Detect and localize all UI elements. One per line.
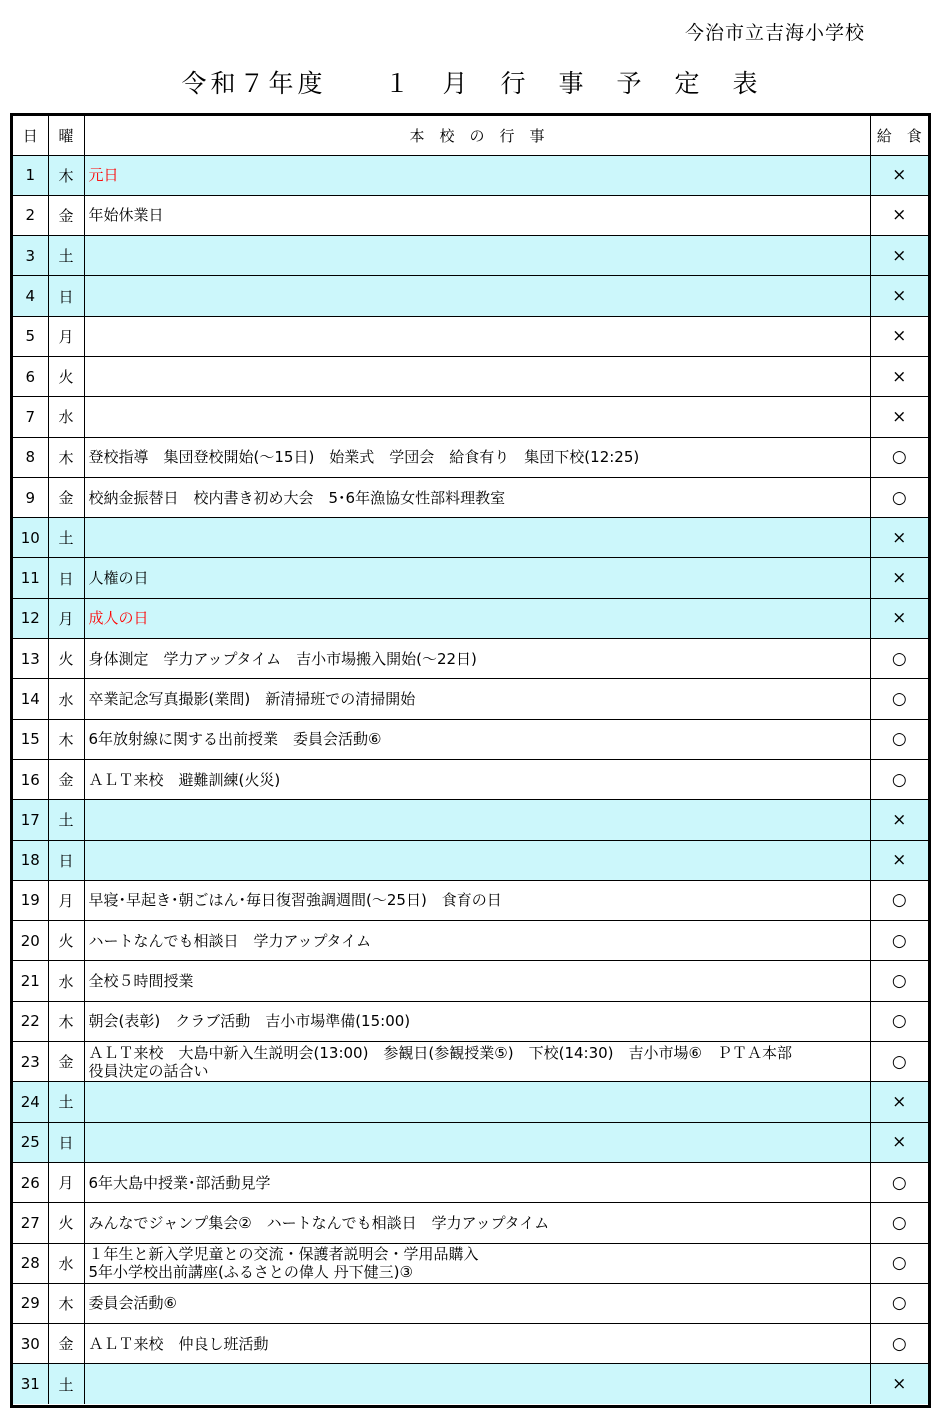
- events-cell: [84, 679, 870, 719]
- table-row: [13, 1283, 928, 1323]
- lunch-cell: ×: [870, 1082, 928, 1122]
- weekday-cell: 水: [48, 1243, 84, 1283]
- lunch-cell: ×: [870, 195, 928, 235]
- table-row: [13, 155, 928, 195]
- lunch-cell: ○: [870, 719, 928, 759]
- day-cell: 9: [13, 477, 48, 517]
- day-cell: 29: [13, 1283, 48, 1323]
- lunch-cell: ×: [870, 840, 928, 880]
- day-cell: 13: [13, 639, 48, 679]
- table-row: [13, 1243, 928, 1283]
- table-row: [13, 880, 928, 920]
- day-cell: 16: [13, 759, 48, 799]
- weekday-cell: 水: [48, 679, 84, 719]
- lunch-cell: ○: [870, 1324, 928, 1364]
- lunch-cell: ○: [870, 1243, 928, 1283]
- lunch-cell: ○: [870, 1162, 928, 1202]
- day-cell: 12: [13, 598, 48, 638]
- table-row: [13, 679, 928, 719]
- table-row: [13, 477, 928, 517]
- events-cell: [84, 1122, 870, 1162]
- table-row: [13, 1203, 928, 1243]
- events-cell: [84, 397, 870, 437]
- table-row: [13, 1082, 928, 1122]
- table-row: [13, 800, 928, 840]
- lunch-cell: ○: [870, 880, 928, 920]
- events-cell: [84, 639, 870, 679]
- events-cell: [84, 1364, 870, 1404]
- weekday-cell: 土: [48, 236, 84, 276]
- events-cell: [84, 1283, 870, 1323]
- lunch-cell: ×: [870, 1122, 928, 1162]
- table-row: [13, 276, 928, 316]
- events-cell: [84, 840, 870, 880]
- school-name: 今治市立吉海小学校: [684, 22, 865, 44]
- page-title: 令和７年度 １ 月 行 事 予 定 表: [181, 69, 762, 98]
- event-text: みんなでジャンプ集会② ハートなんでも相談日 学力アップタイム: [88, 1213, 550, 1232]
- table-row: [13, 316, 928, 356]
- weekday-cell: 日: [48, 1122, 84, 1162]
- day-cell: 2: [13, 195, 48, 235]
- table-row: [13, 598, 928, 638]
- weekday-cell: 金: [48, 195, 84, 235]
- events-cell: [84, 1001, 870, 1041]
- event-text: 朝会(表彰) クラブ活動 吉小市場準備(15:00): [88, 1012, 411, 1031]
- lunch-cell: ○: [870, 921, 928, 961]
- event-text: 年始休業日: [88, 206, 164, 225]
- day-cell: 14: [13, 679, 48, 719]
- weekday-cell: 木: [48, 437, 84, 477]
- table-row: [13, 1042, 928, 1082]
- table-row: [13, 719, 928, 759]
- lunch-cell: ×: [870, 598, 928, 638]
- schedule-sheet: [10, 113, 931, 1408]
- events-cell: [84, 236, 870, 276]
- table-row: [13, 558, 928, 598]
- lunch-cell: ×: [870, 155, 928, 195]
- day-cell: 5: [13, 316, 48, 356]
- weekday-cell: 木: [48, 155, 84, 195]
- weekday-cell: 月: [48, 316, 84, 356]
- weekday-cell: 土: [48, 1364, 84, 1404]
- events-cell: [84, 356, 870, 396]
- lunch-cell: ○: [870, 477, 928, 517]
- weekday-cell: 日: [48, 840, 84, 880]
- weekday-cell: 日: [48, 276, 84, 316]
- lunch-cell: ○: [870, 961, 928, 1001]
- event-text: １年生と新入学児童との交流・保護者説明会・学用品購入: [88, 1245, 479, 1264]
- day-cell: 8: [13, 437, 48, 477]
- weekday-cell: 月: [48, 598, 84, 638]
- day-cell: 28: [13, 1243, 48, 1283]
- day-cell: 31: [13, 1364, 48, 1404]
- lunch-cell: ×: [870, 518, 928, 558]
- table-row: [13, 921, 928, 961]
- events-cell: [84, 1082, 870, 1122]
- event-text: ＡＬＴ来校 仲良し班活動: [88, 1334, 269, 1353]
- day-cell: 22: [13, 1001, 48, 1041]
- events-cell: [84, 800, 870, 840]
- table-row: [13, 1001, 928, 1041]
- event-text: ＡＬＴ来校 大島中新入生説明会(13:00) 参観日(参観授業⑤) 下校(14:30) 吉小市場⑥ ＰＴＡ本部: [88, 1043, 792, 1062]
- weekday-cell: 火: [48, 921, 84, 961]
- event-text: 6年放射線に関する出前授業 委員会活動⑥: [88, 730, 382, 749]
- event-text: 身体測定 学力アップタイム 吉小市場搬入開始(～22日): [88, 649, 477, 668]
- events-cell: [84, 195, 870, 235]
- weekday-cell: 土: [48, 800, 84, 840]
- weekday-cell: 火: [48, 356, 84, 396]
- day-cell: 1: [13, 155, 48, 195]
- weekday-cell: 月: [48, 1162, 84, 1202]
- events-cell: [84, 961, 870, 1001]
- event-text: 委員会活動⑥: [88, 1294, 177, 1313]
- table-row: [13, 518, 928, 558]
- event-text: 元日: [88, 166, 119, 185]
- event-text: 成人の日: [88, 609, 149, 628]
- table-row: [13, 961, 928, 1001]
- day-cell: 17: [13, 800, 48, 840]
- weekday-cell: 日: [48, 558, 84, 598]
- lunch-cell: ○: [870, 639, 928, 679]
- weekday-cell: 木: [48, 1283, 84, 1323]
- header-lunch: 給 食: [870, 116, 928, 155]
- events-cell: [84, 1042, 870, 1082]
- lunch-cell: ○: [870, 1042, 928, 1082]
- table-row: [13, 1162, 928, 1202]
- weekday-cell: 土: [48, 1082, 84, 1122]
- table-row: [13, 1324, 928, 1364]
- day-cell: 27: [13, 1203, 48, 1243]
- table-row: [13, 195, 928, 235]
- day-cell: 21: [13, 961, 48, 1001]
- weekday-cell: 木: [48, 1001, 84, 1041]
- day-cell: 11: [13, 558, 48, 598]
- table-row: [13, 1364, 928, 1404]
- lunch-cell: ○: [870, 1283, 928, 1323]
- events-cell: [84, 477, 870, 517]
- lunch-cell: ×: [870, 558, 928, 598]
- header-day: 日: [13, 116, 48, 155]
- weekday-cell: 土: [48, 518, 84, 558]
- day-cell: 25: [13, 1122, 48, 1162]
- event-text: 早寝･早起き･朝ごはん･毎日復習強調週間(～25日) 食育の日: [88, 891, 502, 910]
- event-text: 校納金振替日 校内書き初め大会 5･6年漁協女性部料理教室: [88, 488, 506, 507]
- schedule-table: [13, 116, 928, 1404]
- table-row: [13, 356, 928, 396]
- table-row: [13, 437, 928, 477]
- events-cell: [84, 558, 870, 598]
- events-cell: [84, 1203, 870, 1243]
- table-row: [13, 840, 928, 880]
- event-text: ハートなんでも相談日 学力アップタイム: [88, 931, 372, 950]
- lunch-cell: ×: [870, 356, 928, 396]
- day-cell: 15: [13, 719, 48, 759]
- events-cell: [84, 1162, 870, 1202]
- events-cell: [84, 921, 870, 961]
- table-row: [13, 639, 928, 679]
- events-cell: [84, 759, 870, 799]
- events-cell: [84, 598, 870, 638]
- lunch-cell: ×: [870, 397, 928, 437]
- day-cell: 24: [13, 1082, 48, 1122]
- events-cell: [84, 719, 870, 759]
- table-header-row: [13, 116, 928, 155]
- table-row: [13, 1122, 928, 1162]
- table-row: [13, 397, 928, 437]
- lunch-cell: ○: [870, 1001, 928, 1041]
- table-row: [13, 759, 928, 799]
- weekday-cell: 水: [48, 961, 84, 1001]
- day-cell: 10: [13, 518, 48, 558]
- event-text: 役員決定の話合い: [88, 1061, 209, 1080]
- weekday-cell: 金: [48, 759, 84, 799]
- lunch-cell: ×: [870, 800, 928, 840]
- weekday-cell: 水: [48, 397, 84, 437]
- weekday-cell: 金: [48, 1324, 84, 1364]
- lunch-cell: ○: [870, 437, 928, 477]
- header-events: 本 校 の 行 事: [84, 116, 870, 155]
- events-cell: [84, 276, 870, 316]
- weekday-cell: 金: [48, 477, 84, 517]
- day-cell: 26: [13, 1162, 48, 1202]
- events-cell: [84, 316, 870, 356]
- event-text: 卒業記念写真撮影(業間) 新清掃班での清掃開始: [88, 690, 416, 708]
- header-weekday: 曜: [48, 116, 84, 155]
- day-cell: 30: [13, 1324, 48, 1364]
- events-cell: [84, 437, 870, 477]
- weekday-cell: 金: [48, 1042, 84, 1082]
- events-cell: [84, 518, 870, 558]
- lunch-cell: ×: [870, 1364, 928, 1404]
- lunch-cell: ○: [870, 679, 928, 719]
- events-cell: [84, 155, 870, 195]
- lunch-cell: ○: [870, 759, 928, 799]
- weekday-cell: 火: [48, 1203, 84, 1243]
- day-cell: 23: [13, 1042, 48, 1082]
- events-cell: [84, 1243, 870, 1283]
- day-cell: 7: [13, 397, 48, 437]
- day-cell: 4: [13, 276, 48, 316]
- event-text: 全校５時間授業: [88, 972, 194, 991]
- event-text: 登校指導 集団登校開始(～15日) 始業式 学団会 給食有り 集団下校(12:25): [88, 448, 640, 467]
- lunch-cell: ×: [870, 236, 928, 276]
- events-cell: [84, 1324, 870, 1364]
- event-text: 5年小学校出前講座(ふるさとの偉人 丹下健三)③: [88, 1263, 413, 1282]
- lunch-cell: ×: [870, 276, 928, 316]
- day-cell: 6: [13, 356, 48, 396]
- day-cell: 18: [13, 840, 48, 880]
- day-cell: 20: [13, 921, 48, 961]
- event-text: 6年大島中授業･部活動見学: [88, 1173, 271, 1192]
- weekday-cell: 木: [48, 719, 84, 759]
- lunch-cell: ×: [870, 316, 928, 356]
- events-cell: [84, 880, 870, 920]
- event-text: 人権の日: [88, 569, 149, 588]
- weekday-cell: 火: [48, 639, 84, 679]
- weekday-cell: 月: [48, 880, 84, 920]
- event-text: ＡＬＴ来校 避難訓練(火災): [88, 770, 281, 789]
- day-cell: 3: [13, 236, 48, 276]
- lunch-cell: ○: [870, 1203, 928, 1243]
- day-cell: 19: [13, 880, 48, 920]
- table-row: [13, 236, 928, 276]
